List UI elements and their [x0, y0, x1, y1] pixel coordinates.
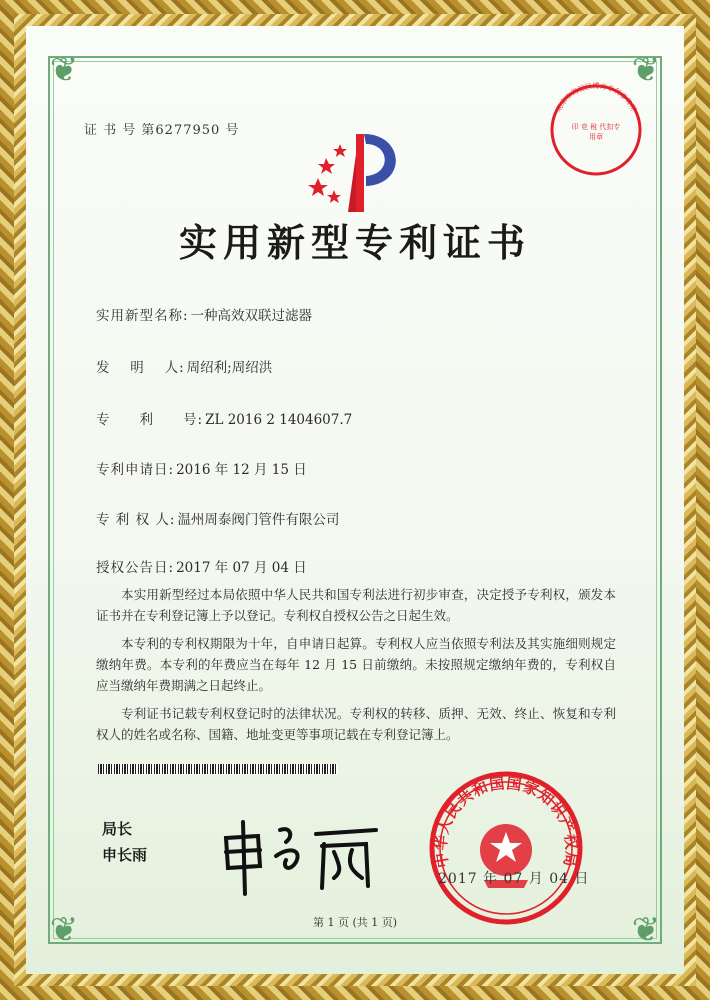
certificate-body: [96, 584, 616, 752]
field-value: 一种高效双联过滤器: [190, 308, 313, 324]
field-label: 发 明 人:: [96, 360, 185, 376]
seal-ring-text-icon: [426, 768, 586, 928]
field-label: 专利申请日:: [96, 462, 175, 478]
agency-seal-text: 北京市海淀区博方专利事务所: [554, 82, 638, 113]
handwritten-signature-icon: [216, 816, 386, 896]
grant-date: [96, 556, 307, 576]
corner-ornament-icon: ❦: [49, 50, 79, 90]
signature-name: 申长雨: [102, 846, 148, 864]
inventor: [96, 356, 272, 376]
field-value: 2016 年 12 月 15 日: [176, 462, 307, 478]
application-date: [96, 458, 307, 478]
patent-holder: [96, 508, 339, 528]
agency-seal-icon: [546, 80, 646, 180]
svg-text:北京市海淀区博方专利事务所: [554, 81, 638, 113]
corner-ornament-icon: ❦: [631, 910, 661, 950]
certificate-number-value: 6277950: [155, 123, 221, 138]
certificate-title: 实用新型专利证书: [178, 220, 531, 265]
corner-ornament-icon: ❦: [631, 50, 661, 90]
field-value: 温州周泰阀门管件有限公司: [177, 512, 340, 528]
certificate-number-label: 证 书 号 第: [84, 123, 156, 138]
barcode: [98, 764, 338, 774]
body-paragraph: 本专利的专利权期限为十年，自申请日起算。专利权人应当依照专利法及其实施细则规定缴纳年费。本专利的年费应当在每年 12 月 15 日前缴纳。未按照规定缴纳年费的，专利权自应当缴纳年费期满之日起终止。: [96, 636, 616, 693]
field-value: 2017 年 07 月 04 日: [176, 560, 307, 576]
seal-date: 2017 年 07 月 04 日: [438, 871, 590, 887]
corner-ornament-icon: ❦: [49, 910, 79, 950]
seal-text: 中华人民共和国国家知识产权局: [431, 774, 581, 870]
agency-seal-inner-text: 印 竞 稅 代扣专用章: [571, 123, 621, 141]
field-label: 专 利 权 人:: [96, 512, 176, 528]
patent-office-logo-icon: [304, 114, 414, 224]
patent-number: [96, 408, 352, 428]
field-label: 专 利 号:: [96, 412, 204, 428]
field-value: 周绍利;周绍洪: [186, 360, 273, 376]
svg-text:中华人民共和国国家知识产权局: [432, 774, 581, 869]
signature-title: 局长: [102, 820, 133, 838]
field-label: 实用新型名称:: [96, 308, 189, 324]
body-paragraph: 专利证书记载专利权登记时的法律状况。专利权的转移、质押、无效、终止、恢复和专利权人的姓名或名称、国籍、地址变更等事项记载在专利登记簿上。: [96, 706, 616, 742]
certificate-number: [84, 119, 239, 138]
certificate-number-suffix: 号: [225, 123, 240, 138]
page-number: 第 1 页 (共 1 页): [312, 916, 398, 929]
field-value: ZL 2016 2 1404607.7: [205, 412, 353, 428]
field-label: 授权公告日:: [96, 560, 175, 576]
body-paragraph: 本实用新型经过本局依照中华人民共和国专利法进行初步审查，决定授予专利权，颁发本证书并在专利登记簿上予以登记。专利权自授权公告之日起生效。: [96, 587, 616, 623]
official-seal-text-ring: [426, 768, 586, 928]
certificate-paper: [26, 26, 684, 974]
utility-model-name: [96, 304, 312, 324]
